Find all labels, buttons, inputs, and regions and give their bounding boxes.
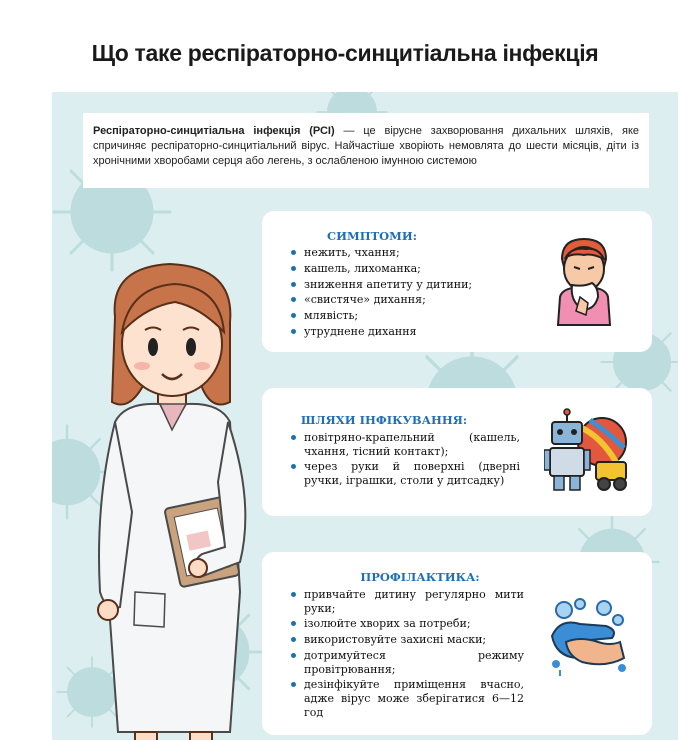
list-item: млявість; — [288, 309, 518, 323]
intro-text: — це вірусне захворювання дихальних шляхів, яке спричиняє респіраторно-синцитіальний вірус. Найчастіше хворіють немовлята до шести місяців, діти із хронічними хворобами серця або легень, з ослабленою імунною системою — [93, 125, 639, 167]
symptoms-list — [288, 246, 518, 341]
transmission-heading: ШЛЯХИ ІНФІКУВАННЯ: — [300, 413, 468, 427]
list-item: «свистяче» дихання; — [288, 293, 518, 307]
sick-person-icon — [552, 237, 616, 327]
symptoms-card — [262, 211, 652, 352]
list-item: використовуйте захисні маски; — [288, 633, 524, 647]
prevention-card — [262, 552, 652, 735]
prevention-list — [288, 588, 524, 721]
doctor-illustration — [90, 262, 260, 740]
toys-icon — [544, 408, 628, 492]
symptoms-heading: СИМПТОМИ: — [326, 229, 418, 243]
list-item: нежить, чхання; — [288, 246, 518, 260]
list-item: кашель, лихоманка; — [288, 262, 518, 276]
list-item: дотримуйтеся режиму провітрювання; — [288, 649, 524, 676]
list-item: ізолюйте хворих за потреби; — [288, 617, 524, 631]
intro-box — [83, 113, 649, 188]
list-item: утруднене дихання — [288, 325, 518, 339]
transmission-card — [262, 388, 652, 516]
hand-washing-icon — [546, 596, 630, 676]
list-item: привчайте дитину регулярно мити руки; — [288, 588, 524, 615]
intro-term: Респіраторно-синцитіальна інфекція (РСІ) — [93, 125, 335, 137]
transmission-list — [288, 431, 520, 490]
prevention-heading: ПРОФІЛАКТИКА: — [360, 570, 480, 584]
list-item: через руки й поверхні (дверні ручки, іграшки, столи у дитсадку) — [288, 460, 520, 487]
list-item: дезінфікуйте приміщення вчасно, адже вірус може зберігатися 6—12 год — [288, 678, 524, 719]
list-item: зниження апетиту у дитини; — [288, 278, 518, 292]
list-item: повітряно-крапельний (кашель, чхання, тісний контакт); — [288, 431, 520, 458]
page-title: Що таке респіраторно-синцитіальна інфекція — [91, 40, 599, 66]
